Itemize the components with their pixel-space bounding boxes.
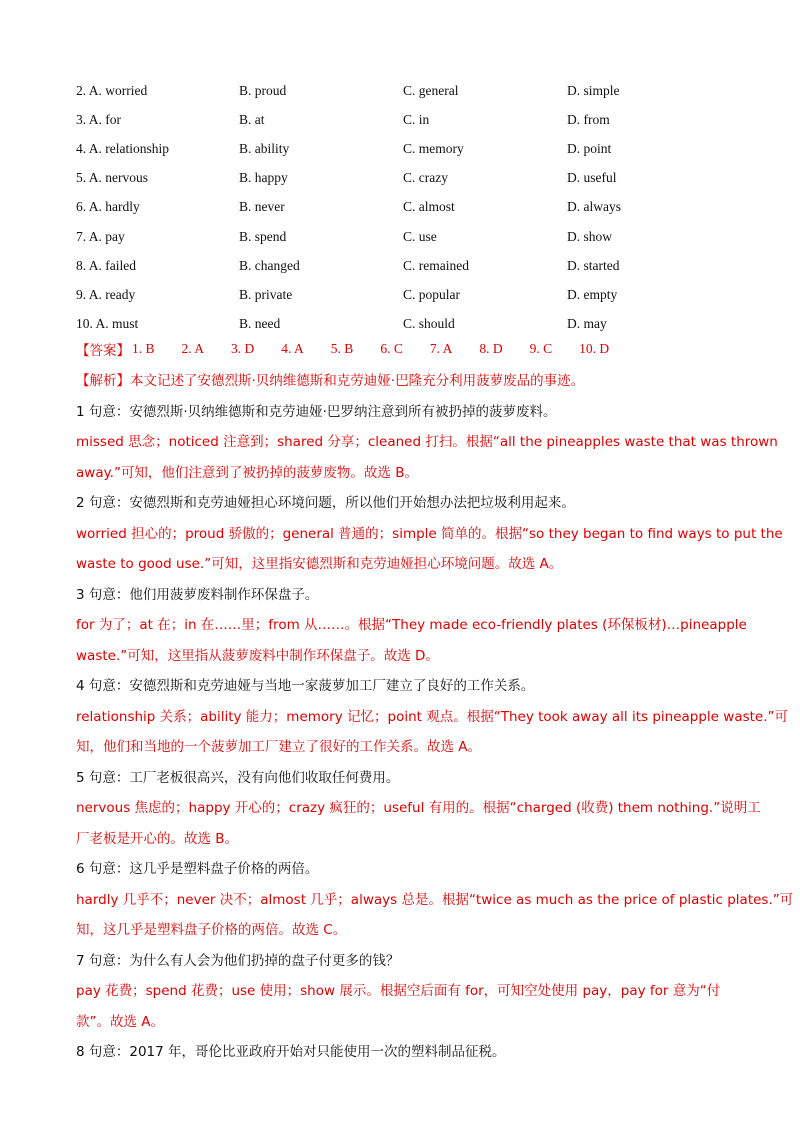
explanation-line: away.”可知，他们注意到了被扔掉的菠萝废物。故选 B。 [76, 464, 418, 481]
option-cell: 2. A. worried [76, 82, 148, 98]
option-cell: B. happy [239, 170, 288, 186]
answer-item: 8. D [479, 341, 503, 356]
option-cell: D. point [567, 140, 612, 156]
answer-item: 1. B [132, 341, 155, 356]
explanation-line: missed 思念；noticed 注意到；shared 分享；cleaned 打扫。根据“all the pineapples waste that was thrown [76, 434, 778, 450]
option-row [76, 280, 756, 309]
option-cell: B. private [239, 286, 293, 302]
sentence-meaning-line: 6 句意：这几乎是塑料盘子价格的两倍。 [76, 861, 319, 877]
option-cell: B. never [239, 199, 285, 215]
option-cell: C. crazy [403, 170, 448, 186]
answer-item: 10. D [579, 341, 610, 356]
option-cell: D. may [567, 316, 607, 332]
option-cell: C. popular [403, 286, 460, 302]
option-row [76, 105, 756, 134]
answer-tag: 【答案】 [76, 343, 130, 358]
explanation-line: 厂老板是开心的。故选 B。 [76, 830, 239, 847]
option-row [76, 310, 756, 339]
answer-item: 7. A [429, 341, 453, 356]
option-cell: B. spend [239, 228, 287, 244]
option-cell: D. always [567, 199, 621, 215]
option-row [76, 222, 756, 251]
option-cell: C. remained [403, 257, 469, 273]
option-row [76, 164, 756, 193]
option-cell: 10. A. must [76, 316, 139, 332]
option-cell: C. should [403, 316, 455, 332]
option-row [76, 251, 756, 280]
sentence-meaning-line: 3 句意：他们用菠萝废料制作环保盘子。 [76, 586, 319, 603]
answer-item: 5. B [330, 341, 354, 356]
answer-item: 6. C [380, 341, 403, 356]
option-cell: 8. A. failed [76, 257, 136, 273]
answer-item: 3. D [231, 341, 255, 356]
option-cell: C. use [403, 228, 437, 244]
answer-item: 2. A [181, 341, 205, 356]
option-cell: D. show [567, 228, 613, 244]
option-row [76, 193, 756, 222]
explanation-line: 款”。故选 A。 [76, 1013, 165, 1030]
explanation-line: relationship 关系；ability 能力；memory 记忆；point 观点。根据“They took away all its pineapple waste.”可 [76, 708, 789, 725]
explanation-line: hardly 几乎不；never 决不；almost 几乎；always 总是。根据“twice as much as the price of plastic plates.”可 [76, 891, 794, 908]
option-cell: B. proud [239, 82, 287, 98]
explanation-line: pay 花费；spend 花费；use 使用；show 展示。根据空后面有 for，可知空处使用 pay，pay for 意为“付 [76, 983, 721, 999]
sentence-meaning-line: 1 句意：安德烈斯·贝纳维德斯和克劳迪娅·巴罗纳注意到所有被扔掉的菠萝废料。 [76, 403, 557, 420]
option-cell: B. ability [239, 140, 290, 156]
option-cell: D. useful [567, 170, 617, 186]
option-cell: B. changed [239, 257, 300, 273]
option-cell: 5. A. nervous [76, 170, 148, 186]
answer-row [76, 336, 636, 362]
option-cell: D. empty [567, 286, 618, 302]
sentence-meaning-line: 8 句意：2017 年，哥伦比亚政府开始对只能使用一次的塑料制品征税。 [76, 1044, 506, 1060]
option-cell: C. in [403, 111, 430, 127]
sentence-meaning-line: 4 句意：安德烈斯和克劳迪娅与当地一家菠萝加工厂建立了良好的工作关系。 [76, 678, 535, 694]
option-cell: 4. A. relationship [76, 140, 169, 156]
option-cell: B. need [239, 316, 281, 332]
option-cell: D. from [567, 111, 610, 127]
explanation-line: nervous 焦虑的；happy 开心的；crazy 疯狂的；useful 有用的。根据“charged (收费) them nothing.”说明工 [76, 800, 761, 816]
answer-item: 4. A [281, 341, 304, 356]
option-cell: C. general [403, 82, 459, 98]
option-row [76, 76, 756, 105]
explanation-line: waste to good use.”可知，这里指安德烈斯和克劳迪娅担心环境问题。故选 A。 [76, 556, 563, 572]
option-cell: 3. A. for [76, 111, 121, 127]
option-cell: C. memory [403, 140, 464, 156]
sentence-meaning-line: 7 句意：为什么有人会为他们扔掉的盘子付更多的钱？ [76, 952, 400, 969]
option-cell: D. simple [567, 82, 620, 98]
explanation-line: worried 担心的；proud 骄傲的；general 普通的；simple 简单的。根据“so they began to find ways to put the [76, 525, 783, 542]
option-cell: 7. A. pay [76, 228, 125, 244]
option-cell: 6. A. hardly [76, 199, 140, 215]
explanation-line: 知，他们和当地的一个菠萝加工厂建立了很好的工作关系。故选 A。 [76, 739, 482, 755]
option-cell: C. almost [403, 199, 455, 215]
analysis-section [76, 366, 794, 1068]
sentence-meaning-line: 2 句意：安德烈斯和克劳迪娅担心环境问题，所以他们开始想办法把垃圾利用起来。 [76, 495, 575, 511]
option-row [76, 134, 756, 163]
analysis-intro: 【解析】本文记述了安德烈斯·贝纳维德斯和克劳迪娅·巴隆充分利用菠萝废品的事迹。 [76, 373, 585, 389]
explanation-line: 知，这几乎是塑料盘子价格的两倍。故选 C。 [76, 922, 347, 938]
answer-item: 9. C [529, 341, 553, 356]
option-cell: 9. A. ready [76, 286, 136, 302]
explanation-line: waste.”可知，这里指从菠萝废料中制作环保盘子。故选 D。 [76, 647, 439, 664]
option-cell: D. started [567, 257, 620, 273]
sentence-meaning-line: 5 句意：工厂老板很高兴，没有向他们收取任何费用。 [76, 769, 400, 786]
option-cell: B. at [239, 111, 265, 127]
explanation-line: for 为了；at 在；in 在……里；from 从……。根据“They made eco-friendly plates (环保板材)…pineapple [76, 617, 747, 633]
option-table [76, 76, 756, 339]
